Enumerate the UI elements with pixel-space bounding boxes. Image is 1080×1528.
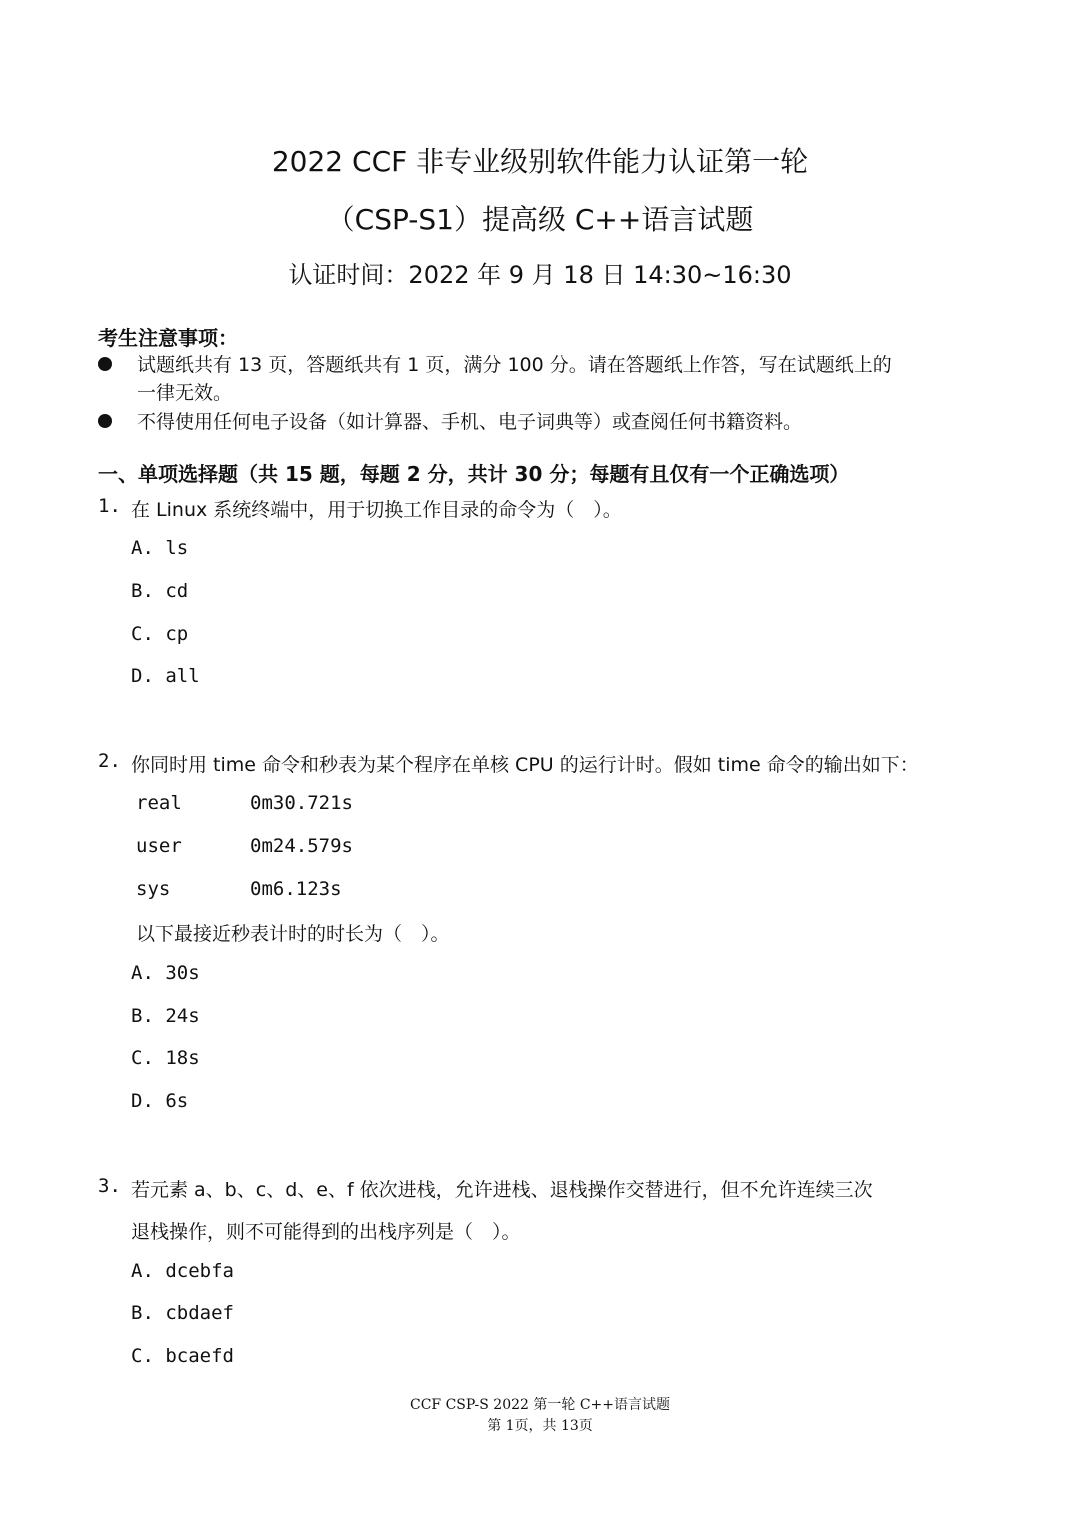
page-number: 第 1页，共 13页 [487,1418,593,1434]
notice-item-1-continued: 一律无效。 [137,382,233,404]
notice-item-1: 试题纸共有 13 页，答题纸共有 1 页，满分 100 分。请在答题纸上作答，写在试题纸上的 [137,354,892,376]
question-prompt: 以下最接近秒表计时的时长为（ ）。 [136,923,450,945]
option-c: C. cp [131,623,189,645]
bullet-icon [98,357,112,371]
time-output-value: 0m6.123s [250,878,342,900]
notice-item-2: 不得使用任何电子设备（如计算器、手机、电子词典等）或查阅任何书籍资料。 [137,411,803,433]
time-output-value: 0m30.721s [250,792,353,814]
option-d: D. 6s [131,1090,189,1112]
time-output-label: real [136,792,182,814]
question-number: 3. [98,1175,121,1197]
footer-title: CCF CSP-S 2022 第一轮 C++语言试题 [409,1397,671,1413]
question-text: 在 Linux 系统终端中，用于切换工作目录的命令为（ ）。 [131,499,622,521]
option-c: C. 18s [131,1047,200,1069]
option-b: B. cd [131,580,189,602]
question-number: 1. [98,495,121,517]
option-c: C. bcaefd [131,1345,234,1367]
time-output-label: sys [136,878,171,900]
notice-heading: 考生注意事项： [98,326,238,350]
option-b: B. 24s [131,1005,200,1027]
option-d: D. all [131,665,200,687]
option-a: A. dcebfa [131,1260,234,1282]
bullet-icon [98,414,112,428]
question-number: 2. [98,750,121,772]
question-text-continued: 退栈操作，则不可能得到的出栈序列是（ ）。 [131,1221,521,1243]
time-output-label: user [136,835,182,857]
option-a: A. ls [131,537,189,559]
exam-time: 认证时间：2022 年 9 月 18 日 14:30~16:30 [288,261,792,289]
section-heading: 一、单项选择题（共 15 题，每题 2 分，共计 30 分；每题有且仅有一个正确选项） [98,462,850,486]
question-text: 你同时用 time 命令和秒表为某个程序在单核 CPU 的运行计时。假如 time 命令的输出如下： [131,754,919,776]
option-a: A. 30s [131,962,200,984]
time-output-value: 0m24.579s [250,835,353,857]
page-title: 2022 CCF 非专业级别软件能力认证第一轮 [271,145,809,178]
page-subtitle: （CSP-S1）提高级 C++语言试题 [326,203,754,236]
question-text: 若元素 a、b、c、d、e、f 依次进栈，允许进栈、退栈操作交替进行，但不允许连续三次 [131,1179,873,1201]
option-b: B. cbdaef [131,1302,234,1324]
